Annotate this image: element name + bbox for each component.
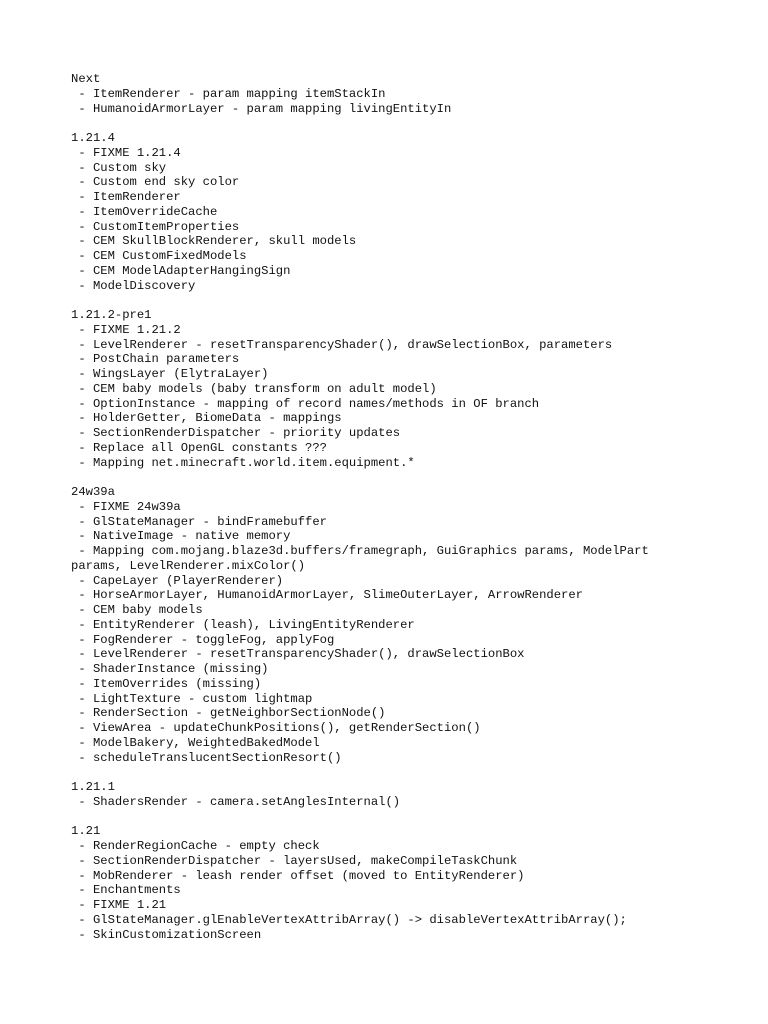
list-item: - CEM baby models xyxy=(71,603,203,617)
list-item: - SectionRenderDispatcher - layersUsed, makeCompileTaskChunk xyxy=(71,853,518,868)
list-item: - CEM SkullBlockRenderer, skull models xyxy=(71,234,357,249)
list-item: - OptionInstance - mapping of record names/methods in OF branch xyxy=(71,396,540,411)
list-item: - FogRenderer - toggleFog, applyFog xyxy=(71,632,335,647)
list-item: params, LevelRenderer.mixColor() xyxy=(71,558,306,573)
list-item: - SkinCustomizationScreen xyxy=(71,927,262,942)
list-item: - NativeImage - native memory xyxy=(71,529,291,544)
list-item: - GlStateManager.glEnableVertexAttribArray() -> disableVertexAttribArray(); xyxy=(71,912,627,927)
document-page xyxy=(71,72,751,957)
list-item: - WingsLayer (ElytraLayer) xyxy=(71,367,269,381)
list-item: - HolderGetter, BiomeData - mappings xyxy=(71,411,342,426)
section-1-21-4 xyxy=(71,131,751,293)
list-item: - CustomItemProperties xyxy=(71,219,240,234)
list-item: - scheduleTranslucentSectionResort() xyxy=(71,750,342,765)
section-heading: Next xyxy=(71,72,101,86)
list-item: - FIXME 1.21.2 xyxy=(71,322,181,337)
list-item: - EntityRenderer (leash), LivingEntityRenderer xyxy=(71,617,415,632)
list-item: - ItemRenderer xyxy=(71,190,181,204)
section-1-21-1 xyxy=(71,780,751,810)
section-heading: 1.21.1 xyxy=(71,780,115,794)
list-item: - FIXME 1.21 xyxy=(71,898,167,912)
list-item: - ModelDiscovery xyxy=(71,278,196,293)
list-item: - FIXME 1.21.4 xyxy=(71,145,181,160)
list-item: - PostChain parameters xyxy=(71,352,240,367)
list-item: - Custom end sky color xyxy=(71,175,240,190)
list-item: - ViewArea - updateChunkPositions(), getRenderSection() xyxy=(71,721,481,735)
list-item: - MobRenderer - leash render offset (moved to EntityRenderer) xyxy=(71,868,525,883)
section-heading: 24w39a xyxy=(71,485,115,499)
list-item: - SectionRenderDispatcher - priority updates xyxy=(71,426,401,440)
section-heading: 1.21 xyxy=(71,824,101,839)
list-item: - RenderSection - getNeighborSectionNode() xyxy=(71,706,386,721)
list-item: - GlStateManager - bindFramebuffer xyxy=(71,514,327,529)
list-item: - ItemRenderer - param mapping itemStackIn xyxy=(71,86,386,101)
list-item: - HumanoidArmorLayer - param mapping livingEntityIn xyxy=(71,101,452,116)
list-item: - ItemOverrides (missing) xyxy=(71,676,262,691)
list-item: - Enchantments xyxy=(71,883,181,898)
list-item: - LevelRenderer - resetTransparencyShader(), drawSelectionBox xyxy=(71,647,525,662)
list-item: - RenderRegionCache - empty check xyxy=(71,839,320,853)
list-item: - Replace all OpenGL constants ??? xyxy=(71,440,327,455)
list-item: - Mapping net.minecraft.world.item.equipment.* xyxy=(71,455,415,470)
list-item: - Custom sky xyxy=(71,160,167,175)
list-item: - CEM ModelAdapterHangingSign xyxy=(71,263,291,278)
section-heading: 1.21.2-pre1 xyxy=(71,308,152,322)
list-item: - FIXME 24w39a xyxy=(71,499,181,514)
list-item: - ShaderInstance (missing) xyxy=(71,662,269,676)
section-next xyxy=(71,72,751,116)
section-24w39a xyxy=(71,485,751,765)
section-1-21-2-pre1 xyxy=(71,308,751,470)
list-item: - Mapping com.mojang.blaze3d.buffers/framegraph, GuiGraphics params, ModelPart xyxy=(71,544,649,558)
section-heading: 1.21.4 xyxy=(71,131,115,145)
list-item: - ShadersRender - camera.setAnglesInternal() xyxy=(71,794,401,809)
list-item: - LevelRenderer - resetTransparencyShader(), drawSelectionBox, parameters xyxy=(71,337,613,352)
list-item: - CEM baby models (baby transform on adult model) xyxy=(71,381,437,396)
section-1-21 xyxy=(71,824,751,942)
list-item: - ModelBakery, WeightedBakedModel xyxy=(71,735,320,750)
list-item: - HorseArmorLayer, HumanoidArmorLayer, SlimeOuterLayer, ArrowRenderer xyxy=(71,588,583,603)
list-item: - CapeLayer (PlayerRenderer) xyxy=(71,573,284,588)
list-item: - CEM CustomFixedModels xyxy=(71,249,247,263)
list-item: - ItemOverrideCache xyxy=(71,204,218,219)
list-item: - LightTexture - custom lightmap xyxy=(71,691,313,706)
